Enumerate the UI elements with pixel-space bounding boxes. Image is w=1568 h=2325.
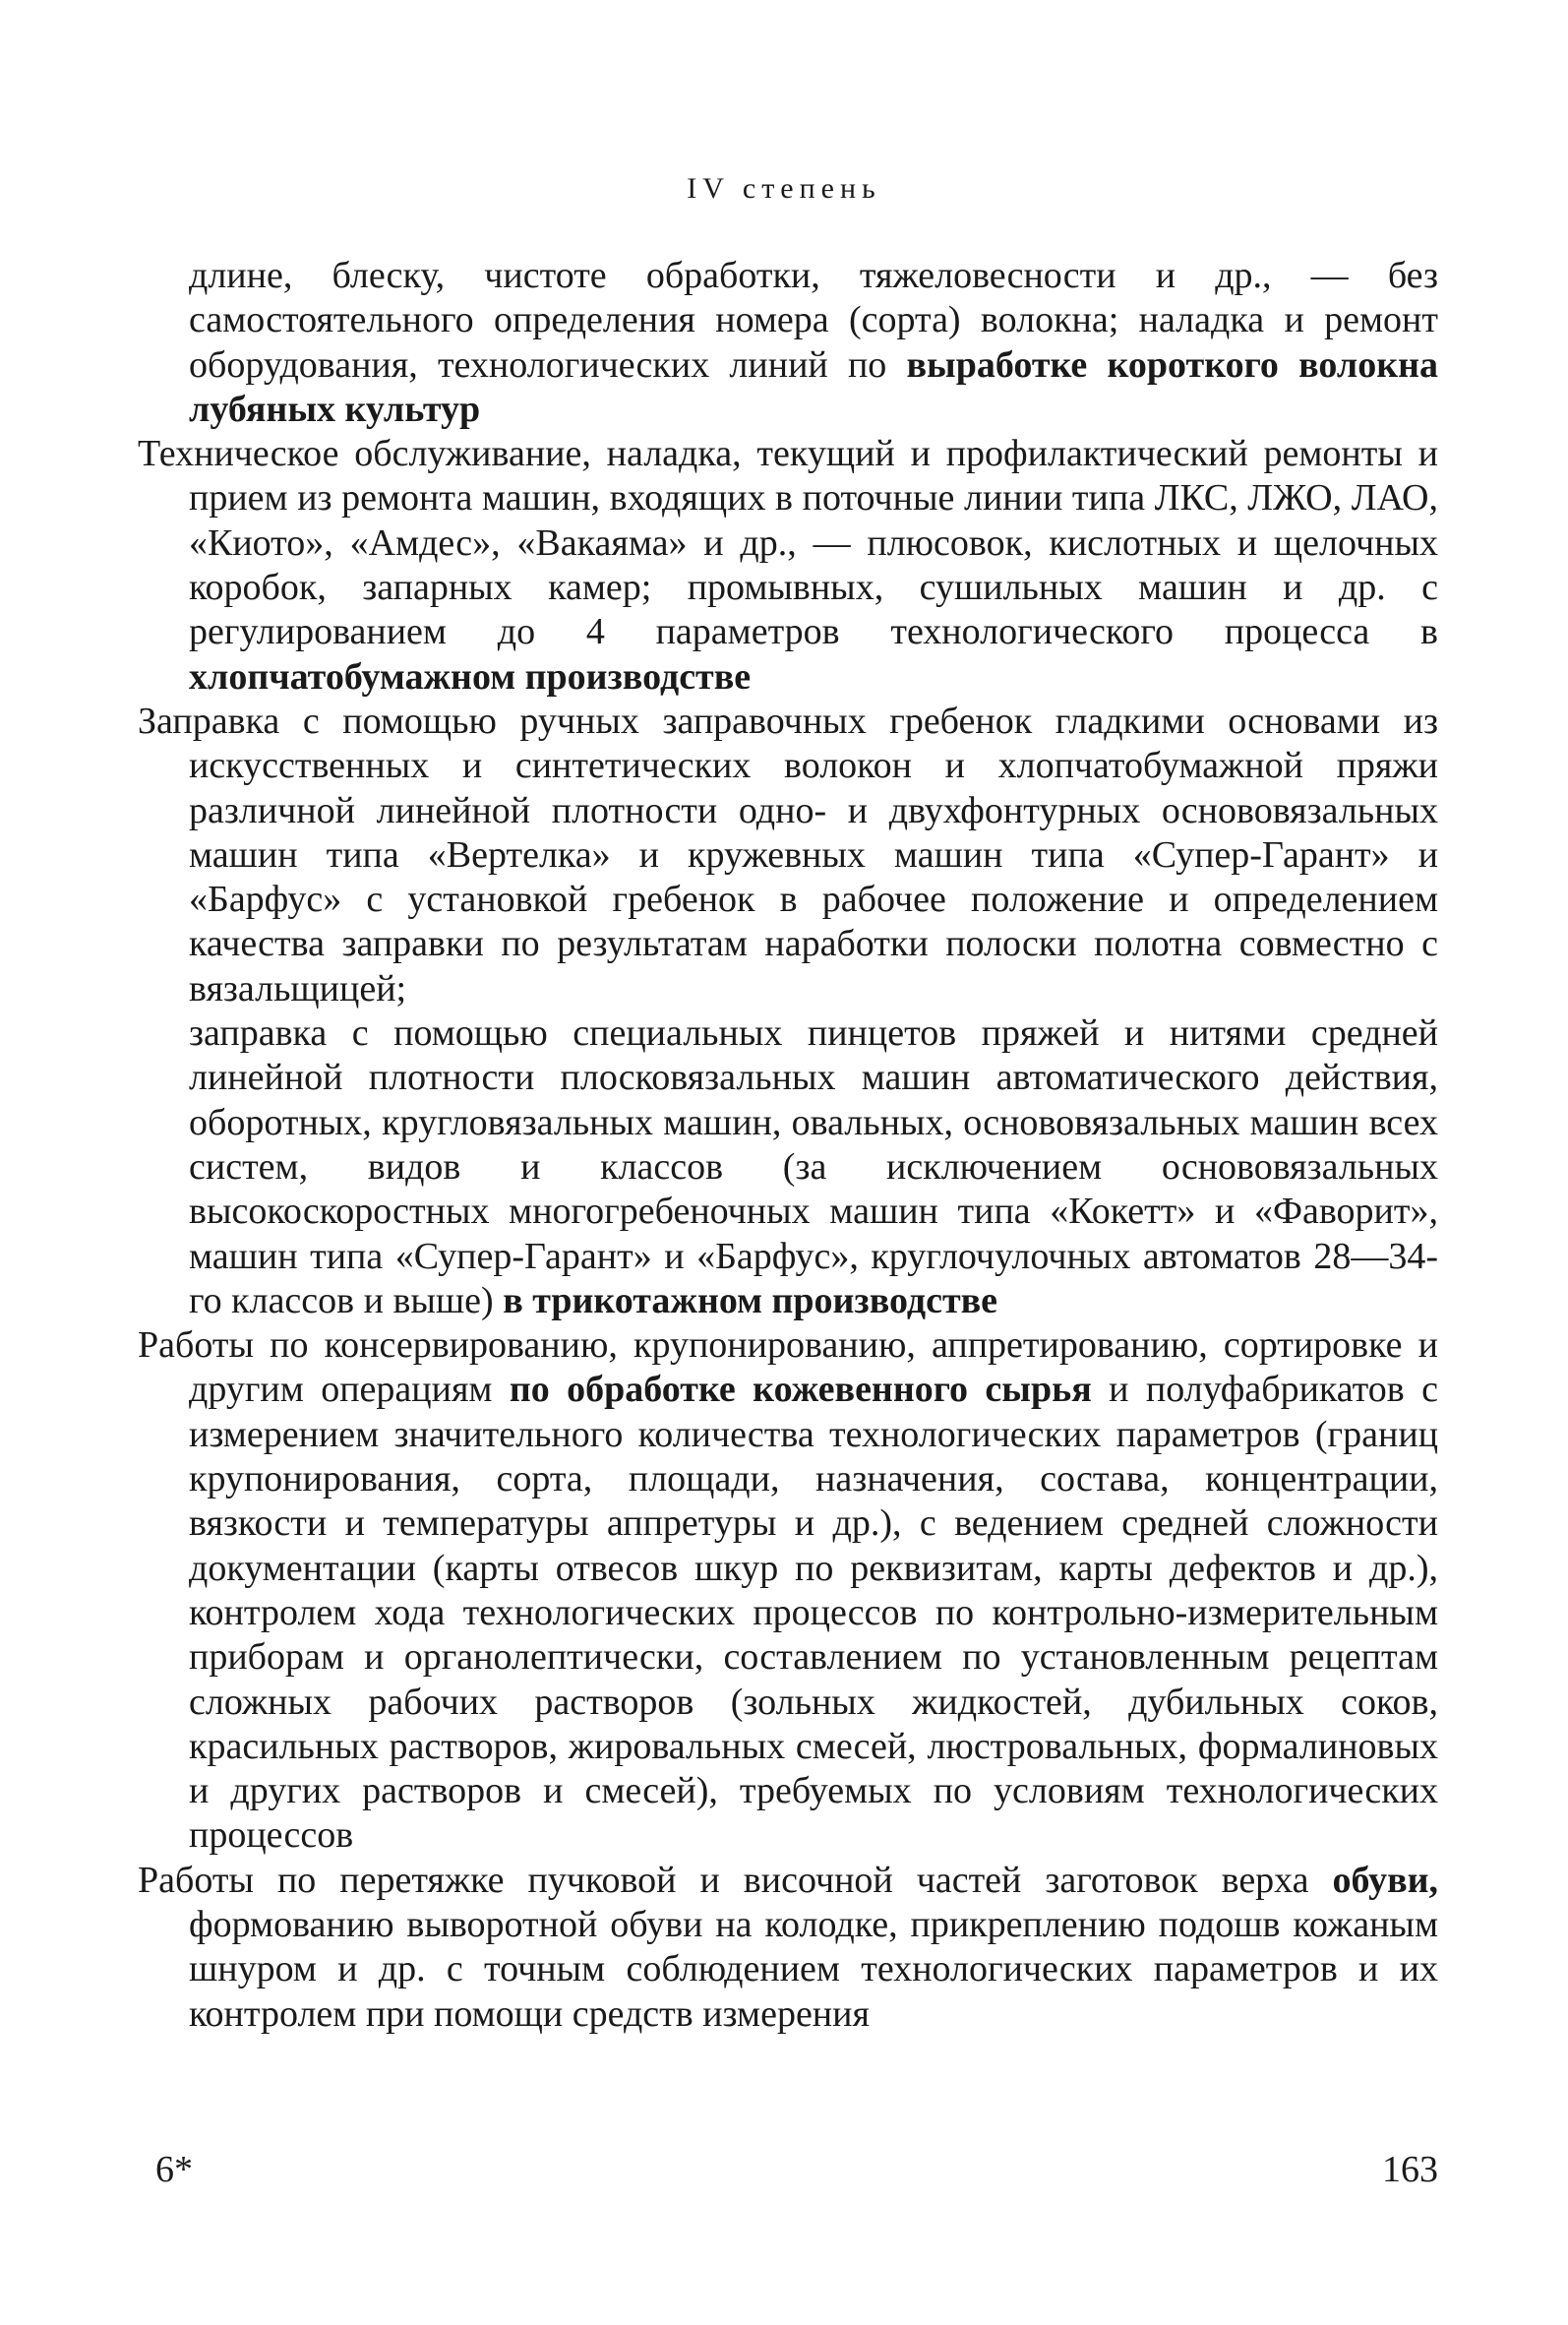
paragraph-threading-tweezers (138, 1011, 1438, 1323)
paragraph-bold-term: в трикотажном производстве (503, 1279, 998, 1321)
paragraph-text: Техническое обслуживание, наладка, текущий и профилактический ремонты и прием из ремонта машин, входящих в поточные линии типа ЛКС, ЛЖО, ЛАО, «Киото», «Амдес», «Вакаяма» и др., — плюсовок, кислотных и щелочных коробок, запарных камер; промывных, сушильных машин и др. с регулированием до 4 параметров технологического процесса в (138, 433, 1438, 653)
paragraph-bold-term: хлопчатобумажном производстве (189, 655, 752, 698)
page-number: 163 (1382, 2149, 1438, 2190)
running-head: IV степень (687, 172, 881, 205)
paragraph-text: и полуфабрикатов с измерением значительного количества технологических параметров (границ крупонирования, сорта, площади, назначения, состава, концентрации, вязкости и температуры аппретуры и др.), с ведением средней сложности документации (карты отвесов шкур по реквизитам, карты дефектов и др.), контролем хода технологических процессов по контрольно-измерительным приборам и органолептически, составлением по установленным рецептам сложных рабочих растворов (зольных жидкостей, дубильных соков, красильных растворов, жировальных смесей, люстровальных, формалиновых и других растворов и смесей), требуемых по условиям технологических процессов (189, 1369, 1438, 1857)
paragraph-leather-processing (138, 1323, 1438, 1859)
text-body (138, 254, 1438, 2037)
paragraph-text: заправка с помощью специальных пинцетов пряжей и нитями средней линейной плотности плосковязальных машин автоматического действия, оборотных, кругловязальных машин, овальных, основовязальных машин всех систем, видов и классов (за исключением основовязальных высокоскоростных многогребеночных машин типа «Кокетт» и «Фаворит», машин типа «Супер-Гарант» и «Барфус», круглочулочных автоматов 28—34-го классов и выше) (189, 1012, 1438, 1321)
paragraph-text: длине, блеску, чистоте обработки, тяжеловесности и др., — без самостоятельного определения номера (сорта) волокна; наладка и ремонт оборудования, технологических линий по (189, 255, 1438, 386)
paragraph-continuation (138, 254, 1438, 432)
paragraph-bold-term: по обработке кожевенного сырья (509, 1369, 1092, 1411)
paragraph-text: Работы по перетяжке пучковой и височной частей заготовок верха (138, 1859, 1333, 1901)
paragraph-bold-term: обуви, (1332, 1859, 1438, 1901)
paragraph-threading (138, 700, 1438, 1011)
paragraph-bold-term: выработке короткого волокна лубяных культур (189, 343, 1438, 430)
paragraph-text: Заправка с помощью ручных заправочных гребенок гладкими основами из искусственных и синтетических волокон и хлопчатобумажной пряжи различной линейной плотности одно- и двухфонтурных основовязальных машин типа «Вертелка» и кружевных машин типа «Супер-Гарант» и «Барфус» с установкой гребенок в рабочее положение и определением качества заправки по результатам наработки полоски полотна совместно с вязальщицей; (138, 700, 1438, 1010)
paragraph-footwear (138, 1859, 1438, 2037)
signature-mark: 6* (155, 2149, 193, 2190)
paragraph-maintenance (138, 432, 1438, 700)
paragraph-text: Работы по консервированию, крупонированию, аппретированию, сортировке и другим операциям (138, 1324, 1438, 1411)
paragraph-text: формованию выворотной обуви на колодке, прикреплению подошв кожаным шнуром и др. с точным соблюдением технологических параметров и их контролем при помощи средств измерения (189, 1903, 1438, 2035)
